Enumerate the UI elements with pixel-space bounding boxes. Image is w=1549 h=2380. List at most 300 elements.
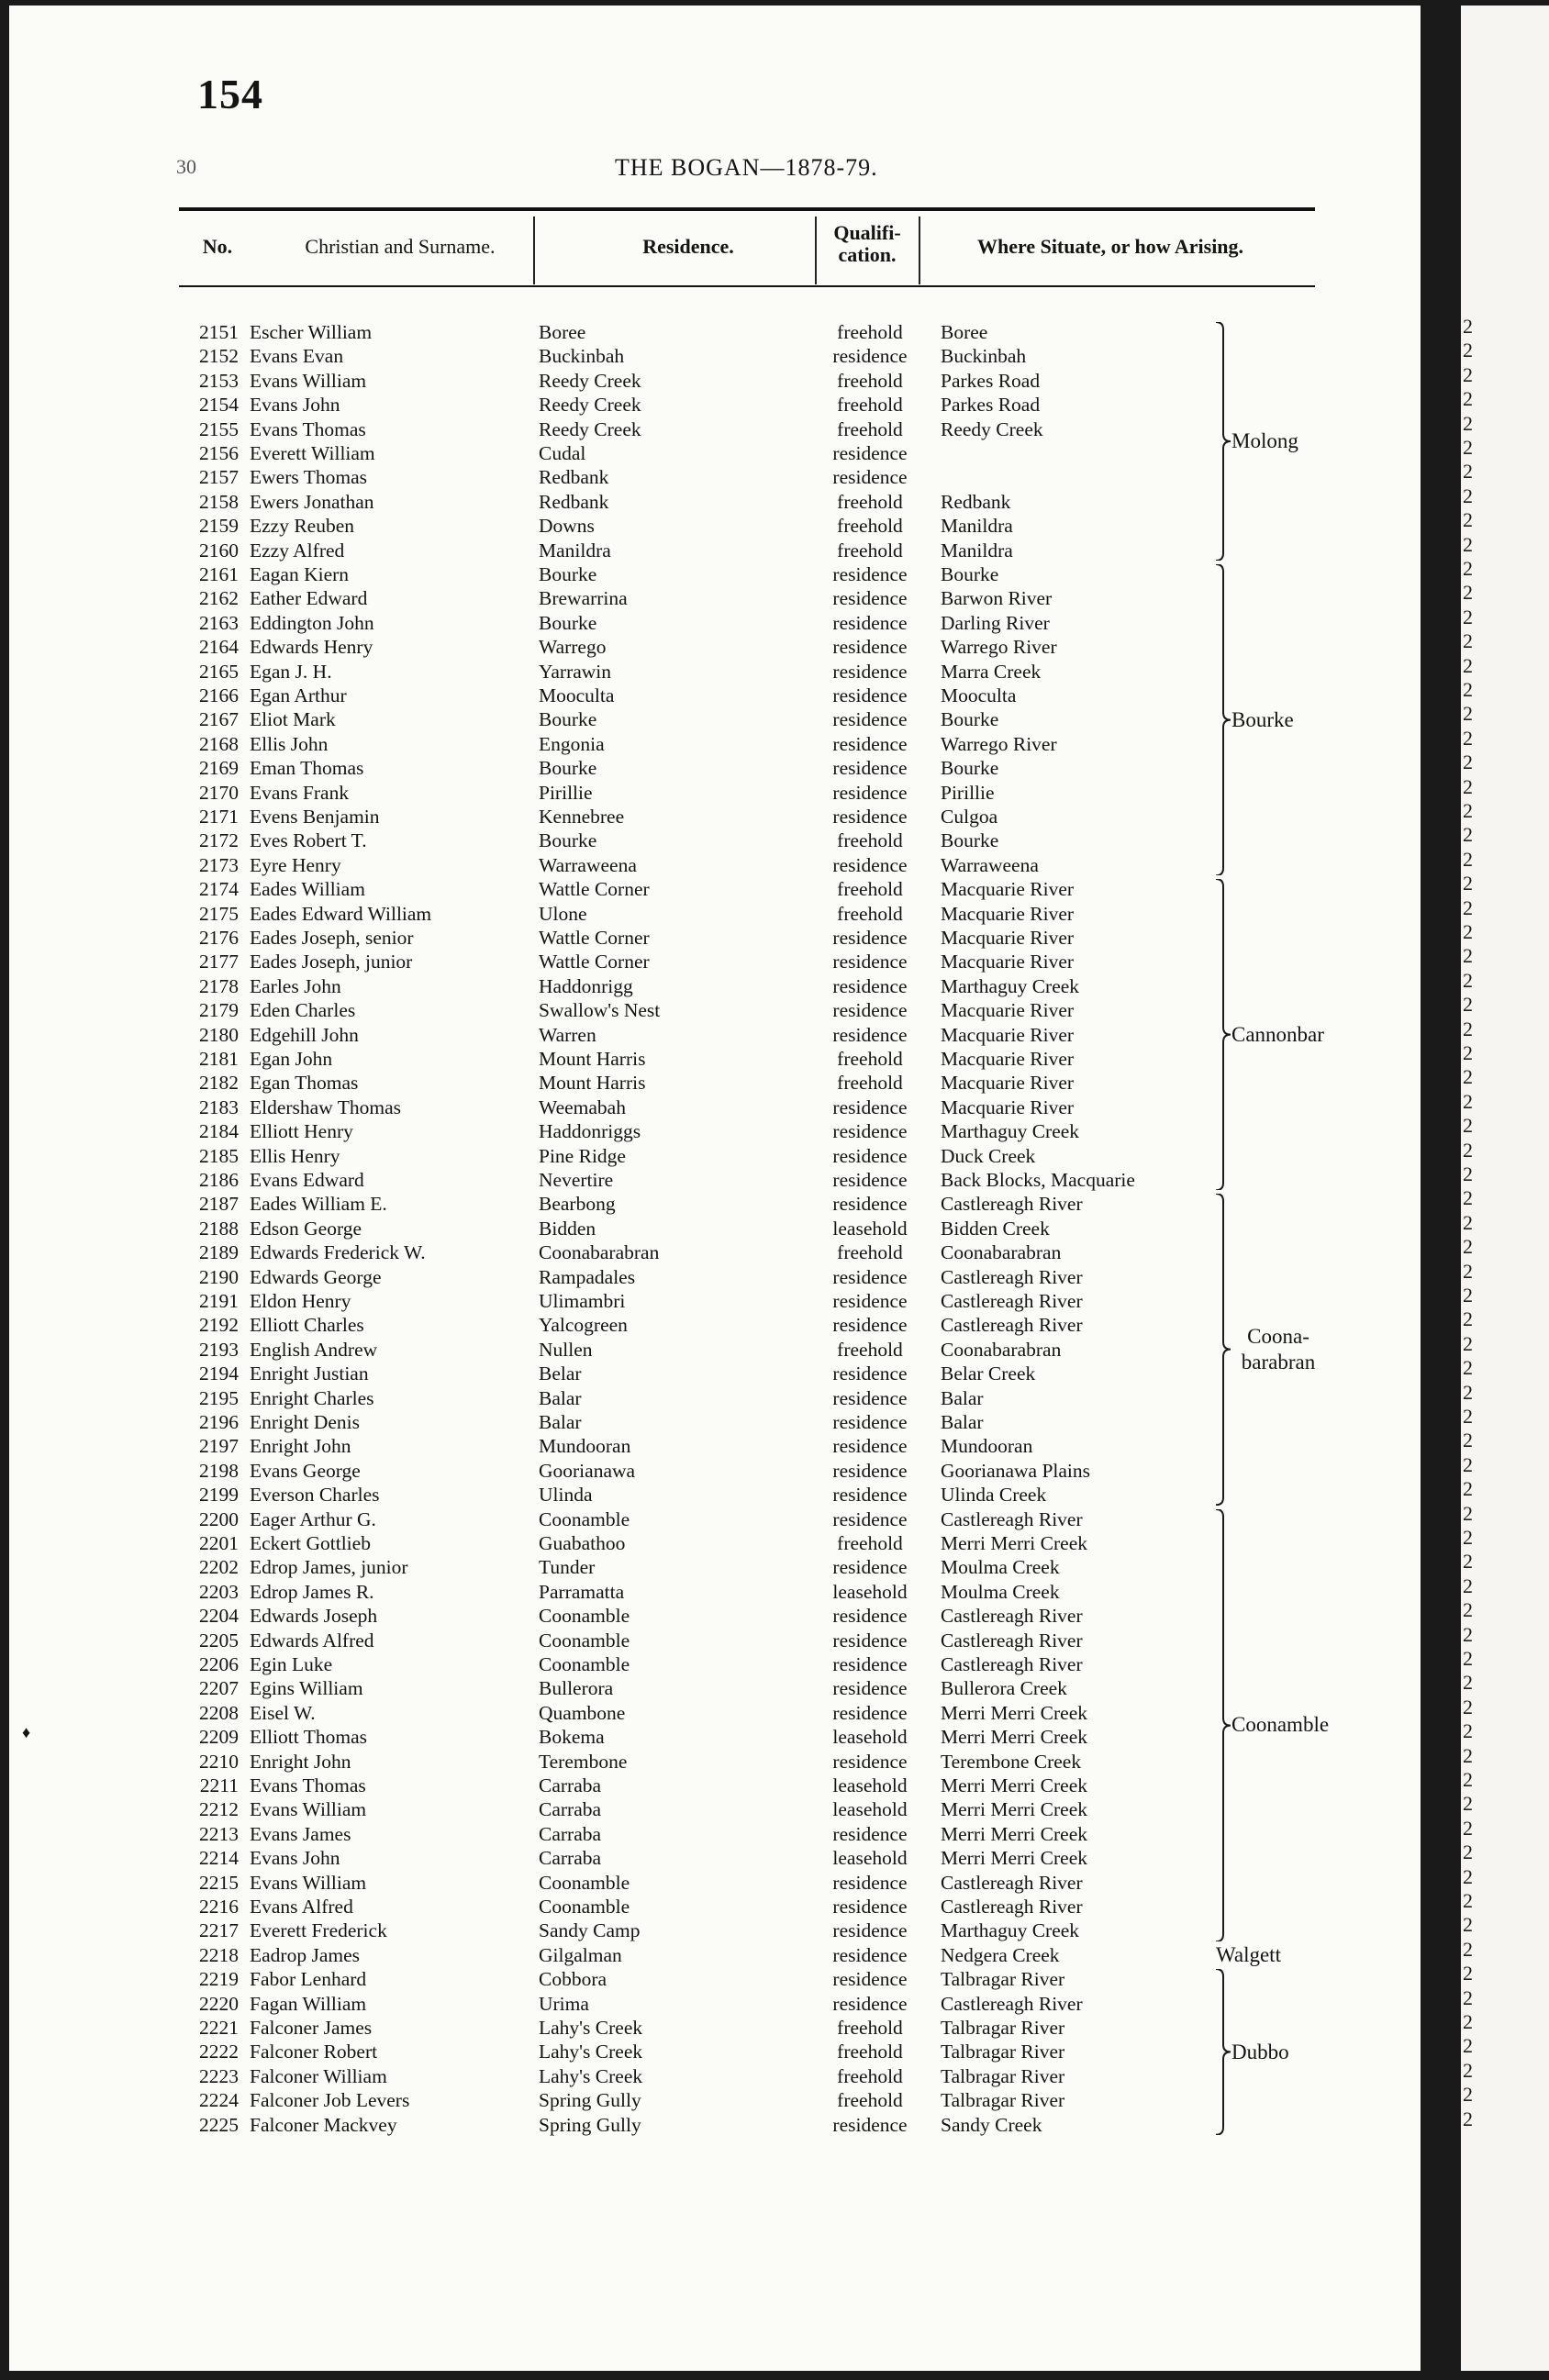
entry-number: 2203 [199, 1580, 239, 1603]
entry-name: Eades William [250, 878, 365, 901]
entry-where-situate: Castlereagh River [941, 1193, 1083, 1216]
entry-residence: Coonabarabran [539, 1241, 660, 1264]
adjacent-page-fragment: 2 [1463, 751, 1473, 774]
adjacent-page-fragment: 2 [1463, 1550, 1473, 1574]
table-row [9, 974, 1421, 999]
entry-qualification: residence [832, 781, 908, 804]
entry-where-situate: Manildra [941, 539, 1013, 562]
entry-name: Edwards Joseph [250, 1605, 378, 1628]
entry-qualification: residence [832, 345, 908, 368]
entry-residence: Reedy Creek [539, 369, 641, 392]
entry-where-situate: Merri Merri Creek [941, 1822, 1087, 1845]
entry-where-situate: Warrego River [941, 732, 1057, 755]
entry-where-situate: Warraweena [941, 853, 1039, 876]
entry-qualification: residence [832, 806, 908, 828]
entry-qualification: residence [832, 999, 908, 1022]
entry-number: 2191 [199, 1290, 239, 1312]
table-row [9, 490, 1421, 515]
entry-name: Egan Thomas [250, 1072, 359, 1095]
table-row [9, 417, 1421, 442]
table-row [9, 320, 1421, 345]
entry-number: 2220 [199, 1992, 239, 2015]
table-row [9, 1119, 1421, 1144]
table-row [9, 1676, 1421, 1701]
table-row [9, 514, 1421, 539]
entry-where-situate: Boree [941, 321, 988, 343]
table-row [9, 1386, 1421, 1411]
entry-qualification: leasehold [832, 1798, 908, 1821]
entry-residence: Carraba [539, 1822, 602, 1845]
entry-number: 2197 [199, 1435, 239, 1458]
entry-name: Enright John [250, 1435, 351, 1458]
table-row [9, 950, 1421, 974]
entry-residence: Spring Gully [539, 2089, 641, 2112]
entry-name: Falconer Robert [250, 2041, 378, 2063]
entry-where-situate: Parkes Road [941, 369, 1041, 392]
entry-name: Evans John [250, 394, 340, 417]
entry-where-situate: Merri Merri Creek [941, 1774, 1087, 1796]
entry-where-situate: Marthaguy Creek [941, 1919, 1080, 1942]
entry-number: 2195 [199, 1386, 239, 1409]
entry-residence: Terembone [539, 1750, 628, 1773]
entry-name: Enright Justian [250, 1362, 369, 1385]
adjacent-page-fragment: 2 [1463, 315, 1473, 338]
table-row [9, 1701, 1421, 1726]
entry-number: 2158 [199, 490, 239, 513]
table-row [9, 1410, 1421, 1435]
entry-residence: Ulinda [539, 1484, 593, 1507]
entry-number: 2189 [199, 1241, 239, 1264]
entry-qualification: residence [832, 1290, 908, 1312]
entry-number: 2177 [199, 951, 239, 973]
table-row [9, 684, 1421, 708]
entry-residence: Balar [539, 1386, 582, 1409]
entry-qualification: residence [832, 1750, 908, 1773]
entry-residence: Warrego [539, 636, 607, 659]
entry-number: 2181 [199, 1048, 239, 1070]
table-row [9, 998, 1421, 1023]
table-row [9, 465, 1421, 490]
entry-residence: Carraba [539, 1774, 602, 1796]
entry-qualification: residence [832, 951, 908, 973]
entry-where-situate: Marthaguy Creek [941, 974, 1080, 997]
entry-residence: Urima [539, 1992, 589, 2015]
adjacent-page-fragment: 2 [1463, 1138, 1473, 1162]
header-rule-bottom [179, 285, 1315, 287]
entry-name: Evans Frank [250, 781, 350, 804]
district-bracket [1214, 879, 1232, 1190]
entry-number: 2207 [199, 1677, 239, 1700]
entry-number: 2183 [199, 1095, 239, 1118]
entry-residence: Coonamble [539, 1605, 630, 1628]
entry-name: Eather Edward [250, 587, 368, 610]
entry-residence: Mount Harris [539, 1048, 646, 1070]
table-row [9, 1652, 1421, 1677]
entry-residence: Balar [539, 1411, 582, 1433]
entry-qualification: residence [832, 1362, 908, 1385]
entry-where-situate: Castlereagh River [941, 1507, 1083, 1530]
entry-residence: Guabathoo [539, 1532, 626, 1554]
entry-name: Evans Alfred [250, 1896, 353, 1918]
table-row [9, 1338, 1421, 1362]
entry-where-situate: Bullerora Creek [941, 1677, 1067, 1700]
entry-qualification: residence [832, 1023, 908, 1046]
entry-number: 2163 [199, 611, 239, 634]
entry-qualification: residence [832, 1507, 908, 1530]
adjacent-page-fragment: 2 [1463, 1574, 1473, 1597]
entry-where-situate: Macquarie River [941, 878, 1075, 901]
adjacent-page-fragment: 2 [1463, 1405, 1473, 1428]
entry-qualification: residence [832, 974, 908, 997]
entry-qualification: residence [832, 684, 908, 706]
table-row [9, 1918, 1421, 1943]
entry-where-situate: Balar [941, 1411, 984, 1433]
district-label: Dubbo [1231, 2040, 1289, 2063]
entry-qualification: residence [832, 757, 908, 780]
entry-where-situate: Macquarie River [941, 999, 1075, 1022]
entry-name: Edrop James, junior [250, 1556, 408, 1579]
adjacent-page-fragment: 2 [1463, 1307, 1473, 1331]
column-header-residence: Residence. [642, 235, 734, 258]
entry-qualification: freehold [837, 490, 903, 513]
entry-qualification: residence [832, 1556, 908, 1579]
entry-number: 2190 [199, 1265, 239, 1288]
entry-name: Falconer Mackvey [250, 2113, 397, 2136]
entry-number: 2178 [199, 974, 239, 997]
adjacent-page-fragment: 2 [1463, 1331, 1473, 1355]
entry-number: 2204 [199, 1605, 239, 1628]
entry-qualification: residence [832, 660, 908, 683]
adjacent-page-fragment: 2 [1463, 1114, 1473, 1138]
entry-name: Edwards George [250, 1265, 382, 1288]
entry-name: Fagan William [250, 1992, 367, 2015]
entry-name: Ezzy Reuben [250, 515, 355, 538]
entry-name: Eades Joseph, junior [250, 951, 413, 973]
entry-where-situate: Castlereagh River [941, 1992, 1083, 2015]
table-row [9, 1555, 1421, 1580]
entry-name: Evans Edward [250, 1169, 364, 1191]
entry-residence: Warren [539, 1023, 596, 1046]
entry-qualification: leasehold [832, 1580, 908, 1603]
entry-residence: Nullen [539, 1338, 593, 1361]
entry-qualification: residence [832, 2113, 908, 2136]
entry-residence: Wattle Corner [539, 878, 650, 901]
entry-number: 2157 [199, 466, 239, 489]
entry-name: Enright Charles [250, 1386, 374, 1409]
entry-number: 2167 [199, 708, 239, 731]
district-label: Bourke [1231, 707, 1294, 731]
entry-name: Evans Thomas [250, 1774, 366, 1796]
entry-name: Edwards Alfred [250, 1629, 374, 1652]
column-separator [533, 217, 535, 284]
adjacent-page-fragment: 2 [1463, 774, 1473, 798]
entry-where-situate: Castlereagh River [941, 1290, 1083, 1312]
entry-qualification: residence [832, 1653, 908, 1675]
adjacent-page-fragment: 2 [1463, 944, 1473, 968]
entry-residence: Boree [539, 321, 586, 343]
table-row [9, 2040, 1421, 2064]
entry-qualification: residence [832, 1120, 908, 1143]
entry-number: 2165 [199, 660, 239, 683]
entry-number: 2186 [199, 1169, 239, 1191]
adjacent-page-fragment: 2 [1463, 532, 1473, 556]
adjacent-page-fragment: 2 [1463, 823, 1473, 847]
entry-residence: Haddonriggs [539, 1120, 641, 1143]
adjacent-page-fragment: 2 [1463, 653, 1473, 677]
adjacent-page-fragment: 2 [1463, 581, 1473, 605]
entry-qualification: freehold [837, 1338, 903, 1361]
adjacent-page-fragment: 2 [1463, 2107, 1473, 2130]
entry-number: 2215 [199, 1871, 239, 1894]
adjacent-page-fragment: 2 [1463, 920, 1473, 943]
entry-qualification: residence [832, 1386, 908, 1409]
entry-qualification: leasehold [832, 1217, 908, 1240]
adjacent-page-fragment: 2 [1463, 1162, 1473, 1185]
margin-mark: ♦ [22, 1723, 31, 1741]
entry-where-situate: Marthaguy Creek [941, 1120, 1080, 1143]
entry-where-situate: Castlereagh River [941, 1896, 1083, 1918]
entry-name: Evans John [250, 1847, 340, 1870]
entry-qualification: residence [832, 1919, 908, 1942]
entry-where-situate: Warrego River [941, 636, 1057, 659]
entry-name: Eldon Henry [250, 1290, 351, 1312]
entry-residence: Bullerora [539, 1677, 614, 1700]
entry-name: English Andrew [250, 1338, 378, 1361]
entry-qualification: residence [832, 1822, 908, 1845]
adjacent-page-fragment: 2 [1463, 2058, 1473, 2082]
adjacent-page-fragment: 2 [1463, 702, 1473, 726]
entry-where-situate: Macquarie River [941, 951, 1075, 973]
entry-residence: Coonamble [539, 1653, 630, 1675]
column-header-where: Where Situate, or how Arising. [976, 235, 1244, 258]
entry-number: 2211 [199, 1774, 239, 1796]
entry-residence: Coonamble [539, 1507, 630, 1530]
entry-residence: Redbank [539, 490, 609, 513]
table-row [9, 1459, 1421, 1484]
entry-name: Evans Evan [250, 345, 344, 368]
table-row [9, 1629, 1421, 1653]
district-label: Cannonbar [1231, 1022, 1324, 1046]
entry-residence: Quambone [539, 1701, 626, 1724]
entry-number: 2153 [199, 369, 239, 392]
table-row [9, 853, 1421, 878]
table-row [9, 2113, 1421, 2138]
entry-qualification: residence [832, 563, 908, 585]
entry-where-situate: Bourke [941, 829, 999, 852]
entry-residence: Pirillie [539, 781, 593, 804]
table-row [9, 562, 1421, 587]
entry-number: 2169 [199, 757, 239, 780]
entry-where-situate: Talbragar River [941, 2089, 1065, 2112]
entry-residence: Mooculta [539, 684, 615, 706]
adjacent-page-fragment: 2 [1463, 1792, 1473, 1816]
page-number: 154 [197, 71, 263, 117]
entry-name: Eades William E. [250, 1193, 387, 1216]
entry-name: Egan John [250, 1048, 333, 1070]
adjacent-page-fragment: 2 [1463, 1598, 1473, 1622]
table-row [9, 2088, 1421, 2113]
entry-where-situate: Castlereagh River [941, 1314, 1083, 1337]
entry-qualification: residence [832, 587, 908, 610]
entry-where-situate: Castlereagh River [941, 1265, 1083, 1288]
entry-where-situate: Barwon River [941, 587, 1053, 610]
adjacent-page-fragment: 2 [1463, 2010, 1473, 2033]
adjacent-page-fragment: 2 [1463, 629, 1473, 653]
district-bracket [1214, 1509, 1232, 1941]
entry-qualification: residence [832, 1629, 908, 1652]
column-separator [815, 217, 817, 284]
entry-qualification: freehold [837, 539, 903, 562]
entry-name: Eyre Henry [250, 853, 341, 876]
table-row [9, 1725, 1421, 1750]
table-row [9, 344, 1421, 369]
entry-residence: Belar [539, 1362, 582, 1385]
entry-residence: Bourke [539, 757, 597, 780]
entry-where-situate: Macquarie River [941, 1048, 1075, 1070]
entry-number: 2224 [199, 2089, 239, 2112]
adjacent-page-fragment: 2 [1463, 993, 1473, 1017]
district-bracket [1214, 564, 1232, 875]
adjacent-page-fragment: 2 [1463, 1719, 1473, 1743]
entry-number: 2179 [199, 999, 239, 1022]
entry-where-situate: Merri Merri Creek [941, 1847, 1087, 1870]
entry-qualification: residence [832, 636, 908, 659]
entry-residence: Lahy's Creek [539, 2017, 643, 2039]
entry-where-situate: Talbragar River [941, 2041, 1065, 2063]
entry-qualification: freehold [837, 417, 903, 440]
entry-number: 2155 [199, 417, 239, 440]
entry-where-situate: Macquarie River [941, 1023, 1075, 1046]
entry-qualification: leasehold [832, 1726, 908, 1749]
entry-where-situate: Buckinbah [941, 345, 1027, 368]
table-row [9, 611, 1421, 636]
entry-number: 2154 [199, 394, 239, 417]
table-row [9, 635, 1421, 660]
table-row [9, 660, 1421, 684]
entry-residence: Rampadales [539, 1265, 636, 1288]
table-row [9, 805, 1421, 829]
entry-where-situate: Talbragar River [941, 2064, 1065, 2087]
entry-qualification: residence [832, 1314, 908, 1337]
column-separator [919, 217, 920, 284]
entry-residence: Cobbora [539, 1968, 607, 1991]
adjacent-page-fragment: 2 [1463, 1864, 1473, 1888]
district-label: Coonamble [1231, 1713, 1330, 1737]
adjacent-page-fragment: 2 [1463, 1962, 1473, 1985]
entry-where-situate: Nedgera Creek [941, 1943, 1060, 1966]
entry-residence: Lahy's Creek [539, 2041, 643, 2063]
entry-name: Eadrop James [250, 1943, 361, 1966]
entry-qualification: freehold [837, 1072, 903, 1095]
adjacent-page-fragment: 2 [1463, 1695, 1473, 1718]
adjacent-page-fragment: 2 [1463, 411, 1473, 435]
table-row [9, 1483, 1421, 1507]
entry-name: Eades Edward William [250, 902, 432, 925]
entry-residence: Bokema [539, 1726, 605, 1749]
entry-residence: Ulone [539, 902, 587, 925]
entry-number: 2196 [199, 1411, 239, 1433]
adjacent-page-fragment: 2 [1463, 605, 1473, 628]
entry-qualification: residence [832, 1605, 908, 1628]
entry-qualification: freehold [837, 1241, 903, 1264]
table-row [9, 1217, 1421, 1241]
adjacent-page-fragment: 2 [1463, 895, 1473, 919]
table-row [9, 1943, 1421, 1968]
adjacent-page-fragment: 2 [1463, 1259, 1473, 1283]
entry-residence: Kennebree [539, 806, 625, 828]
table-row [9, 1289, 1421, 1314]
entry-name: Everett Frederick [250, 1919, 387, 1942]
entry-residence: Downs [539, 515, 595, 538]
entry-where-situate: Moulma Creek [941, 1580, 1060, 1603]
folio: 30 [176, 155, 196, 178]
entry-name: Edwards Henry [250, 636, 373, 659]
adjacent-page-fragment: 2 [1463, 1429, 1473, 1452]
adjacent-page-fragment: 2 [1463, 1452, 1473, 1476]
entry-number: 2217 [199, 1919, 239, 1942]
entry-number: 2164 [199, 636, 239, 659]
entry-where-situate: Bourke [941, 563, 999, 585]
entry-residence: Warraweena [539, 853, 637, 876]
entry-number: 2213 [199, 1822, 239, 1845]
table-row [9, 1967, 1421, 1992]
entry-name: Fabor Lenhard [250, 1968, 367, 1991]
entry-number: 2161 [199, 563, 239, 585]
entry-number: 2221 [199, 2017, 239, 2039]
entry-qualification: residence [832, 1677, 908, 1700]
entry-where-situate: Merri Merri Creek [941, 1701, 1087, 1724]
adjacent-page-fragment: 2 [1463, 1647, 1473, 1670]
table-row [9, 1047, 1421, 1072]
adjacent-page-fragment: 2 [1463, 339, 1473, 362]
entry-qualification: residence [832, 1459, 908, 1482]
entry-name: Edwards Frederick W. [250, 1241, 426, 1264]
entry-where-situate: Moulma Creek [941, 1556, 1060, 1579]
table-row [9, 1846, 1421, 1871]
entry-where-situate: Marra Creek [941, 660, 1042, 683]
entry-number: 2156 [199, 442, 239, 464]
entry-where-situate: Talbragar River [941, 2017, 1065, 2039]
entry-residence: Mount Harris [539, 1072, 646, 1095]
entry-qualification: freehold [837, 829, 903, 852]
entry-name: Evans William [250, 369, 367, 392]
entry-name: Ewers Thomas [250, 466, 367, 489]
entry-where-situate: Macquarie River [941, 1095, 1075, 1118]
entry-where-situate: Merri Merri Creek [941, 1798, 1087, 1821]
adjacent-page-fragment: 2 [1463, 484, 1473, 507]
entry-residence: Manildra [539, 539, 611, 562]
entry-name: Elliott Henry [250, 1120, 353, 1143]
table-row [9, 756, 1421, 781]
entry-residence: Nevertire [539, 1169, 614, 1191]
adjacent-page-fragment: 2 [1463, 2034, 1473, 2058]
entry-residence: Bourke [539, 563, 597, 585]
table-row [9, 877, 1421, 902]
entry-name: Egan Arthur [250, 684, 347, 706]
table-row [9, 1265, 1421, 1290]
entry-qualification: residence [832, 1968, 908, 1991]
entry-qualification: residence [832, 1265, 908, 1288]
table-row [9, 441, 1421, 466]
entry-where-situate: Bidden Creek [941, 1217, 1050, 1240]
entry-qualification: freehold [837, 2064, 903, 2087]
entry-where-situate: Castlereagh River [941, 1871, 1083, 1894]
entry-name: Ezzy Alfred [250, 539, 345, 562]
entry-name: Evans George [250, 1459, 361, 1482]
entry-residence: Goorianawa [539, 1459, 636, 1482]
table-row [9, 1168, 1421, 1193]
entry-residence: Coonamble [539, 1629, 630, 1652]
